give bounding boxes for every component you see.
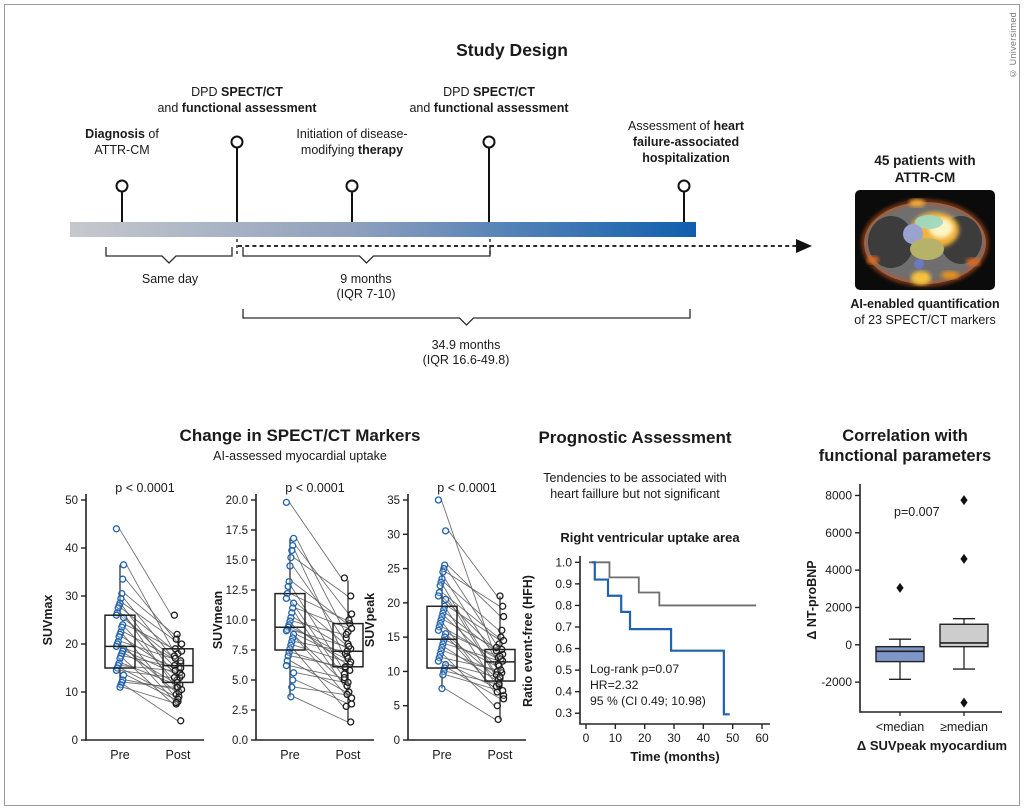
milestone-label-spect1: DPD SPECT/CT and functional assessment [157,85,317,115]
svg-text:7.5: 7.5 [232,645,248,657]
svg-text:Pre: Pre [432,748,452,762]
svg-text:0: 0 [582,731,590,745]
svg-text:4000: 4000 [825,563,852,578]
svg-text:12.5: 12.5 [225,585,248,597]
svg-text:0.7: 0.7 [555,619,572,634]
svg-text:Post: Post [165,748,191,762]
chart-suvpeak [362,478,532,783]
ai-quantification-caption: AI-enabled quantification of 23 SPECT/CT markers [850,297,1000,327]
milestone-label-spect2: DPD SPECT/CT and functional assessment [409,85,569,115]
svg-text:40: 40 [696,731,711,745]
svg-text:20: 20 [65,639,78,651]
svg-text:10: 10 [608,731,623,745]
brace-label-same-day: Same day [141,272,199,286]
svg-text:30: 30 [65,591,78,603]
svg-text:0: 0 [845,637,852,652]
svg-text:Δ NT-proBNP: Δ NT-proBNP [805,560,819,640]
svg-text:30: 30 [387,529,400,542]
svg-text:0.5: 0.5 [555,663,572,678]
chart-ntprobnp-box [802,472,1014,784]
markers-panel-title: Change in SPECT/CT Markers [179,426,421,445]
brace-label-9-months: 9 months (IQR 7-10) [336,272,396,301]
svg-text:95 % (CI 0.49; 10.98): 95 % (CI 0.49; 10.98) [590,694,706,709]
svg-text:20: 20 [387,597,400,610]
svg-text:Pre: Pre [280,748,300,762]
svg-text:10: 10 [387,666,400,679]
svg-text:25: 25 [387,563,400,576]
brace-label-follow-up: 34.9 months (IQR 16.6-49.8) [422,338,510,367]
correlation-panel-title: Correlation with functional parameters [818,427,992,465]
svg-text:SUVmax: SUVmax [41,594,55,646]
svg-text:50: 50 [725,731,740,745]
svg-text:≥median: ≥median [940,720,988,734]
svg-text:p < 0.0001: p < 0.0001 [115,481,175,495]
svg-text:0.4: 0.4 [555,684,572,699]
svg-text:40: 40 [65,543,78,555]
svg-text:1.0: 1.0 [555,555,572,570]
svg-text:Post: Post [335,748,361,762]
svg-text:35: 35 [387,495,400,507]
svg-text:<median: <median [875,720,925,734]
chart-suvmean [210,478,380,783]
study-design-title: Study Design [456,40,568,60]
svg-text:2000: 2000 [825,600,852,615]
prognostic-panel-title: Prognostic Assessment [538,428,732,447]
svg-text:p < 0.0001: p < 0.0001 [437,481,497,495]
svg-text:Pre: Pre [110,748,130,762]
svg-text:Time (months): Time (months) [630,749,720,764]
svg-text:6000: 6000 [825,525,852,540]
svg-text:20.0: 20.0 [225,495,248,507]
svg-text:8000: 8000 [825,488,852,503]
svg-text:2.5: 2.5 [232,705,248,717]
svg-text:0.3: 0.3 [555,706,572,721]
prognostic-panel-subtitle: Tendencies to be associated with heart faillure but not significant [543,471,727,501]
svg-text:15.0: 15.0 [225,555,248,567]
svg-text:p < 0.0001: p < 0.0001 [285,481,345,495]
markers-panel-subtitle: AI-assessed myocardial uptake [213,449,387,463]
svg-text:-2000: -2000 [821,675,852,690]
spect-ct-fusion-image [855,190,995,290]
svg-text:60: 60 [755,731,769,745]
milestone-label-diagnosis: Diagnosis of ATTR-CM [85,127,159,157]
svg-text:Δ SUVpeak myocardium: Δ SUVpeak myocardium [856,738,1008,753]
svg-text:Ratio event-free (HFH): Ratio event-free (HFH) [521,575,535,707]
svg-text:0: 0 [71,735,78,747]
chart-suvmax [40,478,210,783]
svg-text:20: 20 [637,731,652,745]
svg-text:Post: Post [487,748,513,762]
svg-text:0: 0 [393,735,400,747]
svg-text:30: 30 [667,731,681,745]
svg-text:5.0: 5.0 [232,675,248,687]
svg-text:SUVpeak: SUVpeak [363,592,377,648]
svg-text:0.9: 0.9 [555,576,572,591]
svg-text:SUVmean: SUVmean [211,590,225,650]
cohort-size-label: 45 patients with ATTR-CM [874,153,976,185]
milestone-label-therapy: Initiation of disease- modifying therapy [296,127,408,157]
svg-text:0.8: 0.8 [555,598,572,613]
svg-text:p=0.007: p=0.007 [894,505,940,519]
km-chart-title: Right ventricular uptake area [560,530,740,545]
copyright-note: © Universimed [1008,12,1018,79]
svg-text:5: 5 [393,700,400,713]
chart-kaplan-meier [518,546,788,778]
svg-text:0.6: 0.6 [555,641,572,656]
svg-text:15: 15 [387,632,400,645]
svg-text:HR=2.32: HR=2.32 [590,678,639,693]
svg-text:10.0: 10.0 [225,615,248,627]
svg-text:10: 10 [65,687,78,699]
svg-text:Log-rank p=0.07: Log-rank p=0.07 [590,662,680,677]
svg-text:50: 50 [65,495,78,507]
svg-text:0.0: 0.0 [232,735,248,747]
milestone-label-assessment: Assessment of heart failure-associated hospitalization [627,119,745,165]
svg-text:17.5: 17.5 [225,525,248,537]
